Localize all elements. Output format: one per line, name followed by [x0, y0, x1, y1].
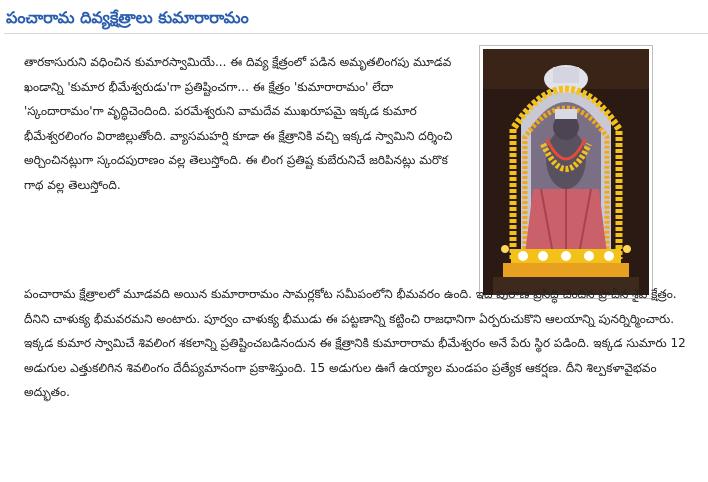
page-title: పంచారామ దివ్యక్షేత్రాలు కుమారారామం	[6, 8, 249, 27]
deity-idol-photo-icon	[483, 49, 649, 295]
article-paragraph-2: పంచారామ క్షేత్రాలలో మూడవది అయిన కుమారారామం సామర్లకోట సమీపంలోని భీమవరం ఉంది. ఇది పురాణ ప్రసిద్ధి చెందిన ప్రాచీన శైవ క్షేత్రం. దీనిని చాళుక్య భీమవరమని అంటారు. పూర్వం చాళుక్య భీముడు ఈ పట్టణాన్ని కట్టించి రాజధానిగా ఏర్పరుచుకొని ఆలయాన్ని పునర్నిర్మించారు. ఇక్కడ కుమార స్వామిచే శివలింగ శకలాన్ని ప్రతిష్టించబడినందున ఈ క్షేత్రానికి కుమారారామ భీమేశ్వరం అనే పేరు స్థిర పడింది. ఇక్కడ సుమారు 12 అడుగుల ఎత్తుకలిగిన శివలింగం దేదీప్యమానంగా ప్రకాశిస్తుంది. 15 అడుగుల ఊగే ఉయ్యాల మండపం ప్రత్యేక ఆకర్షణ. దీని శిల్పకళావైభవం అద్భుతం.	[24, 287, 686, 399]
temple-idol-photo	[479, 45, 653, 299]
title-divider	[4, 33, 708, 34]
article-paragraph-1: తారకాసురుని వధించిన కుమారస్వామియే... ఈ దివ్య క్షేత్రంలో పడిన అమృతలింగపు మూడవ ఖండాన్ని 'కుమార భీమేశ్వరుడు'గా ప్రతిష్టించగా... ఈ క్షేత్రం 'కుమారారామం' లేదా 'స్కందారామం'గా వృద్ధిచెందింది. పరమేశ్వరుని వామదేవ ముఖరూపమై ఇక్కడ కుమార భీమేశ్వరలింగం విరాజిల్లుతోంది. వ్యాసమహర్షి కూడా ఈ క్షేత్రానికి వచ్చి ఇక్కడ స్వామిని దర్శించి అర్చించినట్లుగా స్కందపురాణం వల్ల తెలుస్తోంది. ఈ లింగ ప్రతిష్ట కుబేరునిచే జరిపినట్లు మరొక గాథ వల్ల తెలుస్తోంది.	[24, 55, 453, 192]
